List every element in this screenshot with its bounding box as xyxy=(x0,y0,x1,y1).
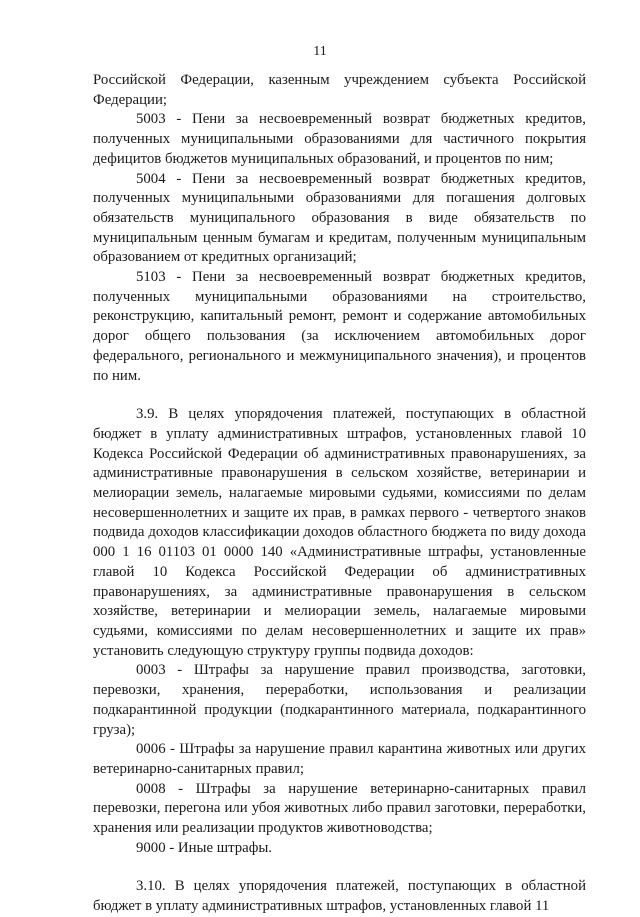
document-body xyxy=(93,71,586,917)
paragraph-spacer xyxy=(93,386,586,405)
paragraph-section-3-9: 3.9. В целях упорядочения платежей, поступающих в областной бюджет в уплату административных штрафов, установленных главой 10 Кодекса Российской Федерации об административных правонарушениях, за административные правонарушения в сельском хозяйстве, ветеринарии и мелиорации земель, налагаемые мировыми судьями, комиссиями по делам несовершеннолетних и защите их прав, в рамках первого - четвертого знаков подвида доходов классификации доходов областного бюджета по виду дохода 000 1 16 01103 01 0000 140 «Административные штрафы, установленные главой 10 Кодекса Российской Федерации об административных правонарушениях, за административные правонарушения в сельском хозяйстве, ветеринарии и мелиорации земель, налагаемые мировыми судьями, комиссиями по делам несовершеннолетних и защите их прав» установить следующую структуру группы подвида доходов: xyxy=(93,406,586,659)
paragraph-code-0006: 0006 - Штрафы за нарушение правил карантина животных или других ветеринарно-санитарных правил; xyxy=(93,741,586,777)
paragraph-code-9000: 9000 - Иные штрафы. xyxy=(136,839,272,856)
paragraph-code-5003: 5003 - Пени за несвоевременный возврат бюджетных кредитов, полученных муниципальными образованиями для частичного покрытия дефицитов бюджетов муниципальных образований, и процентов по ним; xyxy=(93,111,586,167)
paragraph-code-0003: 0003 - Штрафы за нарушение правил производства, заготовки, перевозки, хранения, переработки, использования и реализации подкарантинной продукции (подкарантинного материала, подкарантинного груза); xyxy=(93,662,586,738)
paragraph-code-0008: 0008 - Штрафы за нарушение ветеринарно-санитарных правил перевозки, перегона или убоя животных либо правил заготовки, переработки, хранения или реализации продуктов животноводства; xyxy=(93,780,586,837)
paragraph-code-5103: 5103 - Пени за несвоевременный возврат бюджетных кредитов, полученных муниципальными образованиями на строительство, реконструкцию, капитальный ремонт, ремонт и содержание автомобильных дорог общего пользования (за исключением автомобильных дорог федерального, регионального и межмуниципального значения), и процентов по ним. xyxy=(93,269,586,384)
page-number: 11 xyxy=(313,44,327,59)
paragraph-section-3-10: 3.10. В целях упорядочения платежей, поступающих в областной бюджет в уплату административных штрафов, установленных главой 11 xyxy=(93,878,586,915)
paragraph-spacer xyxy=(93,858,586,877)
paragraph-continuation: Российской Федерации, казенным учреждением субъекта Российской Федерации; xyxy=(93,72,586,108)
paragraph-code-5004: 5004 - Пени за несвоевременный возврат бюджетных кредитов, полученных муниципальными образованиями для погашения долговых обязательств муниципального образования в виде обязательств по муниципальным ценным бумагам и кредитам, полученным муниципальным образованием от кредитных организаций; xyxy=(93,170,586,266)
